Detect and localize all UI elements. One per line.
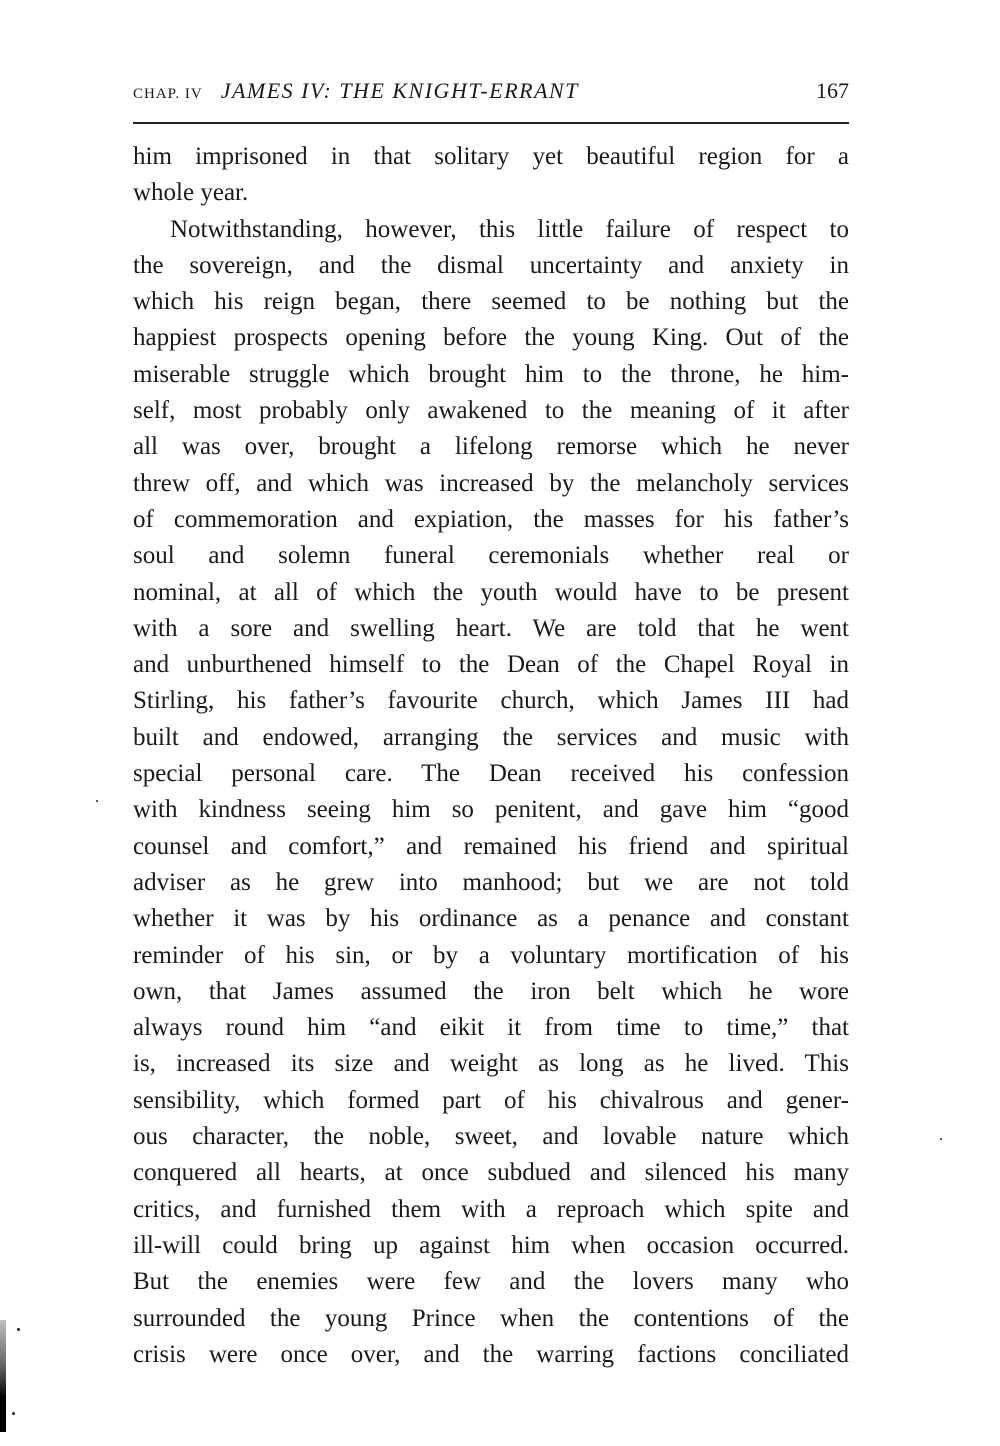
scan-edge-mark <box>0 1320 6 1432</box>
text-line: all was over, brought a lifelong remorse which he never <box>133 433 849 461</box>
scan-speck <box>96 800 98 802</box>
text-line: of commemoration and expiation, the masses for his father’s <box>133 505 849 533</box>
scan-speck <box>17 1328 20 1331</box>
text-line: happiest prospects opening before the young King. Out of the <box>133 324 849 352</box>
text-line: adviser as he grew into manhood; but we are not told <box>133 868 849 896</box>
text-line: whether it was by his ordinance as a penance and constant <box>133 905 849 933</box>
header-rule <box>133 122 849 124</box>
text-line: self, most probably only awakened to the meaning of it after <box>133 397 849 425</box>
text-line: the sovereign, and the dismal uncertainty and anxiety in <box>133 251 849 279</box>
text-line: critics, and furnished them with a reproach which spite and <box>133 1195 849 1223</box>
text-line: reminder of his sin, or by a voluntary mortification of his <box>133 941 849 969</box>
running-title: JAMES IV: THE KNIGHT-ERRANT <box>220 78 579 103</box>
text-line: whole year. <box>133 179 249 207</box>
text-line: surrounded the young Prince when the contentions of the <box>133 1304 849 1332</box>
text-line: counsel and comfort,” and remained his friend and spiritual <box>133 832 849 860</box>
scan-speck <box>12 1412 15 1415</box>
text-line: But the enemies were few and the lovers many who <box>133 1268 849 1296</box>
text-line: miserable struggle which brought him to the throne, he him- <box>133 360 849 388</box>
text-line: sensibility, which formed part of his chivalrous and gener- <box>133 1086 849 1114</box>
chapter-label: CHAP. IV <box>133 86 203 102</box>
text-line: soul and solemn funeral ceremonials whether real or <box>133 542 849 570</box>
text-line: special personal care. The Dean received his confession <box>133 760 849 788</box>
scan-speck <box>940 1138 942 1140</box>
text-line: Stirling, his father’s favourite church, which James III had <box>133 687 849 715</box>
text-line: him imprisoned in that solitary yet beautiful region for a <box>133 143 849 170</box>
text-line: with kindness seeing him so penitent, and gave him “good <box>133 796 849 824</box>
text-line: crisis were once over, and the warring factions conciliated <box>133 1340 849 1368</box>
page-number: 167 <box>816 78 849 103</box>
text-line: always round him “and eikit it from time to time,” that <box>133 1014 849 1042</box>
text-line: nominal, at all of which the youth would have to be present <box>133 578 849 606</box>
paragraph-start-line: Notwithstanding, however, this little failure of respect to <box>170 215 849 243</box>
text-line: with a sore and swelling heart. We are told that he went <box>133 614 849 642</box>
text-line: threw off, and which was increased by the melancholy services <box>133 469 849 497</box>
text-line: conquered all hearts, at once subdued and silenced his many <box>133 1159 849 1187</box>
text-line: ill-will could bring up against him when occasion occurred. <box>133 1231 849 1259</box>
text-line: which his reign began, there seemed to be nothing but the <box>133 288 849 316</box>
text-line: built and endowed, arranging the services and music with <box>133 723 849 751</box>
running-head <box>133 78 849 108</box>
text-line: and unburthened himself to the Dean of the Chapel Royal in <box>133 651 849 679</box>
text-line: own, that James assumed the iron belt which he wore <box>133 977 849 1005</box>
body-text <box>133 139 849 1373</box>
text-line: ous character, the noble, sweet, and lovable nature which <box>133 1123 849 1151</box>
text-line: is, increased its size and weight as long as he lived. This <box>133 1050 849 1078</box>
